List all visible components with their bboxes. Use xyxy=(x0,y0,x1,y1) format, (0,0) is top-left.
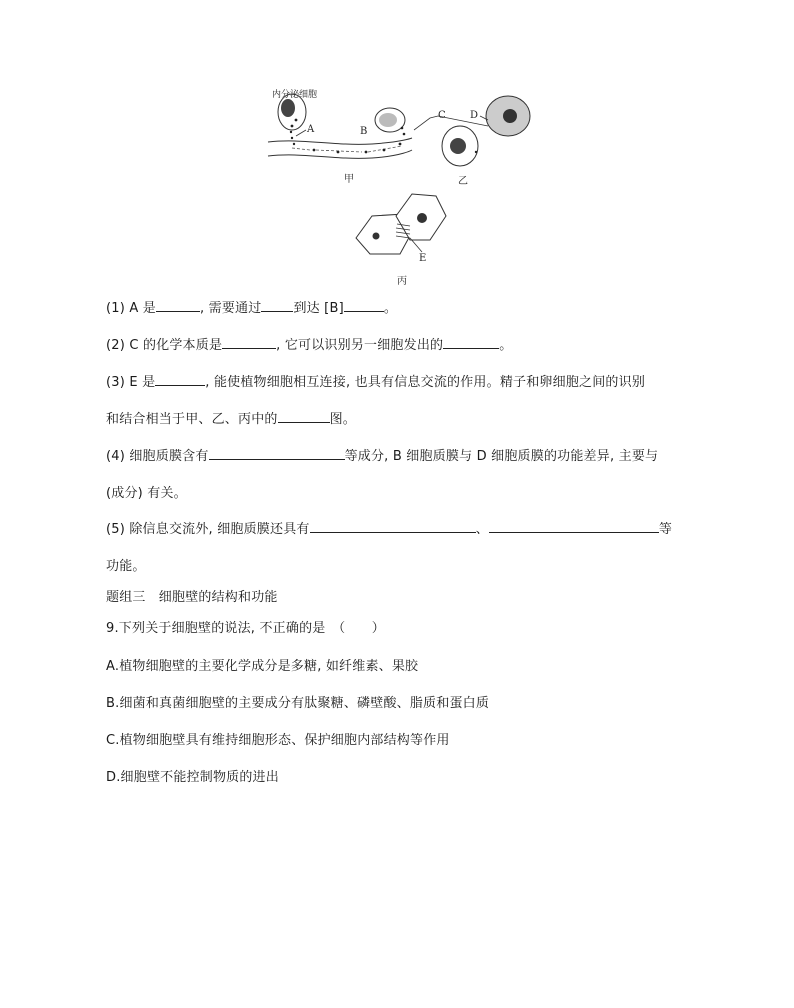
label-d: D xyxy=(470,110,479,121)
signal-dots xyxy=(290,131,295,145)
label-e: E xyxy=(419,253,427,264)
question-2 xyxy=(106,334,512,353)
q5-blank-2[interactable] xyxy=(489,521,659,533)
q4-blank-1[interactable] xyxy=(209,448,345,460)
figure-bing xyxy=(352,188,452,268)
label-endocrine-cell: 内分泌细胞 xyxy=(272,90,318,100)
q1-text-mid1: , 需要通过 xyxy=(199,301,262,316)
cell-yi-upper-d xyxy=(486,96,530,136)
q9-stem: 9.下列关于细胞壁的说法, 不正确的是 （ ） xyxy=(106,621,385,636)
label-c: C xyxy=(438,110,446,121)
q9-option-b[interactable]: B.细菌和真菌细胞壁的主要成分有肽聚糖、磷壁酸、脂质和蛋白质 xyxy=(106,696,490,711)
section-title: 题组三 细胞壁的结构和功能 xyxy=(106,590,278,605)
q2-blank-2[interactable] xyxy=(443,337,499,349)
q9-option-a[interactable]: A.植物细胞壁的主要化学成分是多糖, 如纤维素、果胶 xyxy=(106,659,419,674)
q3-blank-1[interactable] xyxy=(155,374,205,386)
question-4 xyxy=(106,445,658,464)
q4-text-pre: (4) 细胞质膜含有 xyxy=(106,449,209,464)
q5-text-pre: (5) 除信息交流外, 细胞质膜还具有 xyxy=(106,522,310,537)
q3-text-mid1: , 能使植物细胞相互连接, 也具有信息交流的作用。精子和卵细胞之间的识别 xyxy=(205,375,646,390)
q2-blank-1[interactable] xyxy=(222,337,276,349)
q1-text-pre: (1) A 是 xyxy=(106,301,156,316)
q1-blank-2[interactable] xyxy=(261,300,293,312)
caption-yi: 乙 xyxy=(458,176,468,187)
q2-text-mid1: , 它可以识别另一细胞发出的 xyxy=(276,338,444,353)
q5-text-post: 等 xyxy=(658,522,673,537)
q5-text-mid1: 、 xyxy=(475,522,489,537)
question-3 xyxy=(106,371,645,390)
q3-text-pre: (3) E 是 xyxy=(106,375,156,390)
q4-text-mid1: 等成分, B 细胞质膜与 D 细胞质膜的功能差异, 主要与 xyxy=(344,449,659,464)
label-a: A xyxy=(307,124,315,135)
q1-blank-1[interactable] xyxy=(156,300,200,312)
label-b: B xyxy=(360,126,368,137)
question-5-cont xyxy=(106,555,146,574)
q1-text-mid2: 到达 [B] xyxy=(293,301,344,316)
question-3-cont xyxy=(106,408,356,427)
caption-bing: 丙 xyxy=(397,276,407,287)
q3-cont-text-pre: 和结合相当于甲、乙、丙中的 xyxy=(106,412,278,427)
q2-text-post: 。 xyxy=(499,338,513,353)
q5-cont-text: 功能。 xyxy=(106,559,146,574)
blood-vessel xyxy=(268,138,412,158)
target-cell-b xyxy=(375,108,405,135)
q2-text-pre: (2) C 的化学本质是 xyxy=(106,338,223,353)
q9-option-d[interactable]: D.细胞壁不能控制物质的进出 xyxy=(106,770,279,785)
q3-cont-text-post: 图。 xyxy=(329,412,357,427)
question-1 xyxy=(106,297,397,316)
caption-jia: 甲 xyxy=(344,174,354,185)
question-4-cont xyxy=(106,482,187,501)
q1-text-post: 。 xyxy=(383,301,398,316)
q4-cont-text: (成分) 有关。 xyxy=(106,486,187,501)
question-5 xyxy=(106,518,672,537)
cell-yi-lower xyxy=(442,126,478,166)
q1-blank-3[interactable] xyxy=(344,300,384,312)
q3-blank-2[interactable] xyxy=(278,411,330,423)
q9-option-c[interactable]: C.植物细胞壁具有维持细胞形态、保护细胞内部结构等作用 xyxy=(106,733,450,748)
q5-blank-1[interactable] xyxy=(310,521,476,533)
